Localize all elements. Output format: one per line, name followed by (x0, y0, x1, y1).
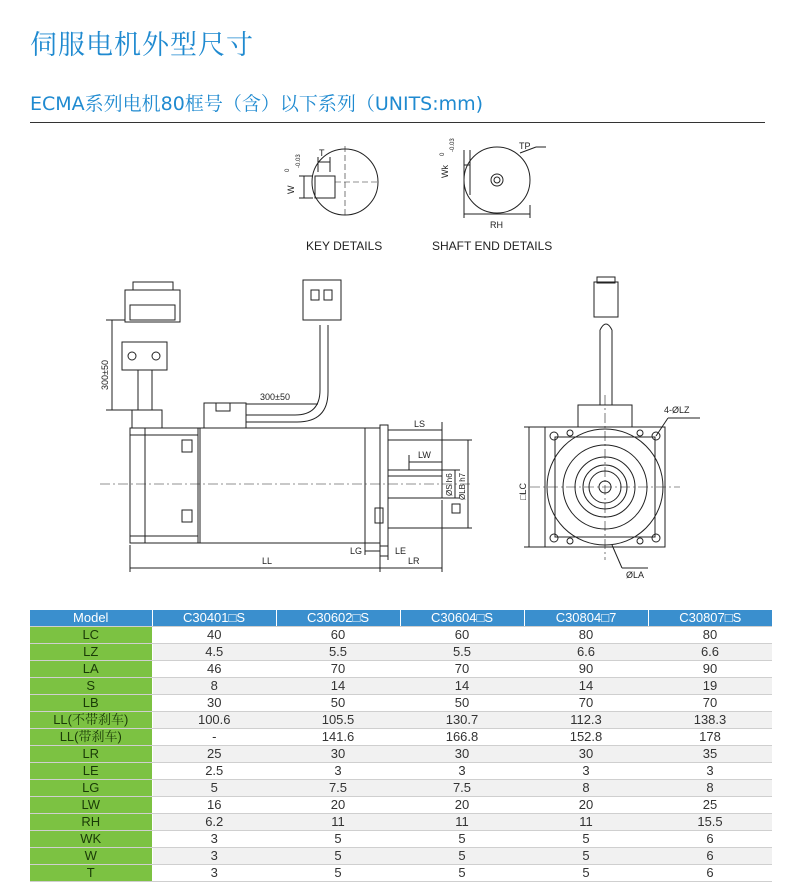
table-cell: 6 (648, 865, 772, 882)
row-label: W (30, 848, 152, 865)
table-row (30, 644, 772, 661)
table-cell: 5 (400, 865, 524, 882)
table-cell: 60 (400, 627, 524, 644)
table-cell: 30 (400, 746, 524, 763)
table-row (30, 763, 772, 780)
table-cell: 30 (524, 746, 648, 763)
key-w-tol-upper: 0 (285, 168, 291, 172)
table-row (30, 797, 772, 814)
table-cell: 14 (400, 678, 524, 695)
table-cell: 5 (276, 831, 400, 848)
row-label: LA (30, 661, 152, 678)
table-cell: 30 (152, 695, 276, 712)
table-cell: 5 (400, 848, 524, 865)
table-cell: 166.8 (400, 729, 524, 746)
row-label: LR (30, 746, 152, 763)
table-cell: 2.5 (152, 763, 276, 780)
table-cell: 11 (276, 814, 400, 831)
table-cell: 46 (152, 661, 276, 678)
table-header-cell: C30807□S (648, 610, 772, 627)
row-label: LE (30, 763, 152, 780)
table-cell: - (152, 729, 276, 746)
table-cell: 5.5 (400, 644, 524, 661)
lr-label: LR (408, 556, 420, 566)
table-cell: 35 (648, 746, 772, 763)
table-cell: 19 (648, 678, 772, 695)
motor-front-view (524, 277, 700, 568)
table-row (30, 780, 772, 797)
row-label: S (30, 678, 152, 695)
table-cell: 5.5 (276, 644, 400, 661)
shaft-wk-tol-upper: 0 (440, 152, 446, 156)
table-cell: 5 (400, 831, 524, 848)
table-cell: 3 (276, 763, 400, 780)
table-cell: 3 (152, 865, 276, 882)
table-cell: 16 (152, 797, 276, 814)
table-cell: 6.2 (152, 814, 276, 831)
lw-label: LW (418, 450, 431, 460)
table-header-row (30, 610, 772, 627)
dimension-drawing (0, 130, 800, 600)
table-cell: 130.7 (400, 712, 524, 729)
table-cell: 4.5 (152, 644, 276, 661)
table-cell: 70 (276, 661, 400, 678)
le-label: LE (395, 546, 407, 556)
table-cell: 138.3 (648, 712, 772, 729)
row-label: LW (30, 797, 152, 814)
table-cell: 152.8 (524, 729, 648, 746)
table-cell: 5 (524, 865, 648, 882)
key-w-label: W (286, 185, 296, 194)
table-cell: 15.5 (648, 814, 772, 831)
la-label: ØLA (626, 570, 645, 580)
table-cell: 105.5 (276, 712, 400, 729)
table-row (30, 695, 772, 712)
shaft-wk-label: Wk (440, 165, 450, 178)
table-cell: 8 (524, 780, 648, 797)
shaft-tp-label: TP (519, 141, 531, 151)
table-cell: 30 (276, 746, 400, 763)
shaft-end-details-figure (464, 147, 546, 218)
table-cell: 5 (276, 865, 400, 882)
lb-label: ØLB h7 (458, 472, 467, 500)
table-cell: 178 (648, 729, 772, 746)
row-label: WK (30, 831, 152, 848)
row-label: RH (30, 814, 152, 831)
table-cell: 40 (152, 627, 276, 644)
table-cell: 6 (648, 848, 772, 865)
table-row (30, 814, 772, 831)
table-cell: 25 (648, 797, 772, 814)
table-cell: 50 (276, 695, 400, 712)
table-header-cell: Model (30, 610, 152, 627)
table-cell: 70 (524, 695, 648, 712)
key-details-figure (299, 146, 380, 218)
lg-label: LG (350, 546, 363, 556)
table-cell: 11 (400, 814, 524, 831)
cable-length-horizontal-label: 300±50 (260, 392, 290, 402)
row-label: LZ (30, 644, 152, 661)
lc-label: □LC (518, 483, 528, 500)
table-cell: 90 (524, 661, 648, 678)
table-cell: 90 (648, 661, 772, 678)
table-cell: 112.3 (524, 712, 648, 729)
table-cell: 20 (400, 797, 524, 814)
row-label: T (30, 865, 152, 882)
table-cell: 8 (152, 678, 276, 695)
table-cell: 3 (400, 763, 524, 780)
table-row (30, 831, 772, 848)
table-cell: 3 (524, 763, 648, 780)
row-label: LL(带刹车) (30, 729, 152, 746)
ls-label: LS (414, 419, 426, 429)
table-header-cell: C30604□S (400, 610, 524, 627)
table-row (30, 729, 772, 746)
table-cell: 80 (524, 627, 648, 644)
title-divider (30, 122, 765, 123)
table-row (30, 627, 772, 644)
table-cell: 5 (276, 848, 400, 865)
section-subtitle: ECMA系列电机80框号（含）以下系列（UNITS:mm) (30, 93, 484, 115)
cable-length-vertical-label: 300±50 (100, 360, 110, 390)
table-row (30, 712, 772, 729)
table-cell: 6 (648, 831, 772, 848)
table-cell: 20 (524, 797, 648, 814)
shaft-wk-tol-lower: -0.03 (450, 138, 456, 152)
table-header-cell: C30602□S (276, 610, 400, 627)
table-cell: 5 (524, 848, 648, 865)
table-cell: 8 (648, 780, 772, 797)
ll-label: LL (262, 556, 273, 566)
table-cell: 70 (400, 661, 524, 678)
table-cell: 11 (524, 814, 648, 831)
shaft-rh-label: RH (490, 220, 503, 230)
key-w-tol-lower: -0.03 (296, 154, 302, 168)
table-cell: 14 (524, 678, 648, 695)
lz-label: 4-ØLZ (664, 405, 690, 415)
table-cell: 5 (524, 831, 648, 848)
shaft-diameter-label: ØS h6 (445, 473, 454, 496)
table-cell: 14 (276, 678, 400, 695)
table-cell: 141.6 (276, 729, 400, 746)
table-cell: 70 (648, 695, 772, 712)
row-label: LL(不带刹车) (30, 712, 152, 729)
table-cell: 80 (648, 627, 772, 644)
key-t-label: T (319, 148, 325, 158)
table-header-cell: C30401□S (152, 610, 276, 627)
key-details-label: KEY DETAILS (306, 239, 383, 253)
table-cell: 6.6 (524, 644, 648, 661)
table-cell: 5 (152, 780, 276, 797)
page-title: 伺服电机外型尺寸 (30, 30, 254, 61)
table-row (30, 746, 772, 763)
table-cell: 3 (152, 848, 276, 865)
table-row (30, 678, 772, 695)
table-cell: 7.5 (276, 780, 400, 797)
table-cell: 100.6 (152, 712, 276, 729)
table-cell: 60 (276, 627, 400, 644)
table-cell: 6.6 (648, 644, 772, 661)
table-row (30, 848, 772, 865)
table-header-cell: C30804□7 (524, 610, 648, 627)
dimension-table (30, 610, 772, 882)
row-label: LC (30, 627, 152, 644)
table-row (30, 661, 772, 678)
table-cell: 20 (276, 797, 400, 814)
table-cell: 3 (152, 831, 276, 848)
row-label: LG (30, 780, 152, 797)
table-cell: 3 (648, 763, 772, 780)
table-cell: 25 (152, 746, 276, 763)
row-label: LB (30, 695, 152, 712)
shaft-end-details-label: SHAFT END DETAILS (432, 239, 553, 253)
table-cell: 50 (400, 695, 524, 712)
table-cell: 7.5 (400, 780, 524, 797)
table-row (30, 865, 772, 882)
